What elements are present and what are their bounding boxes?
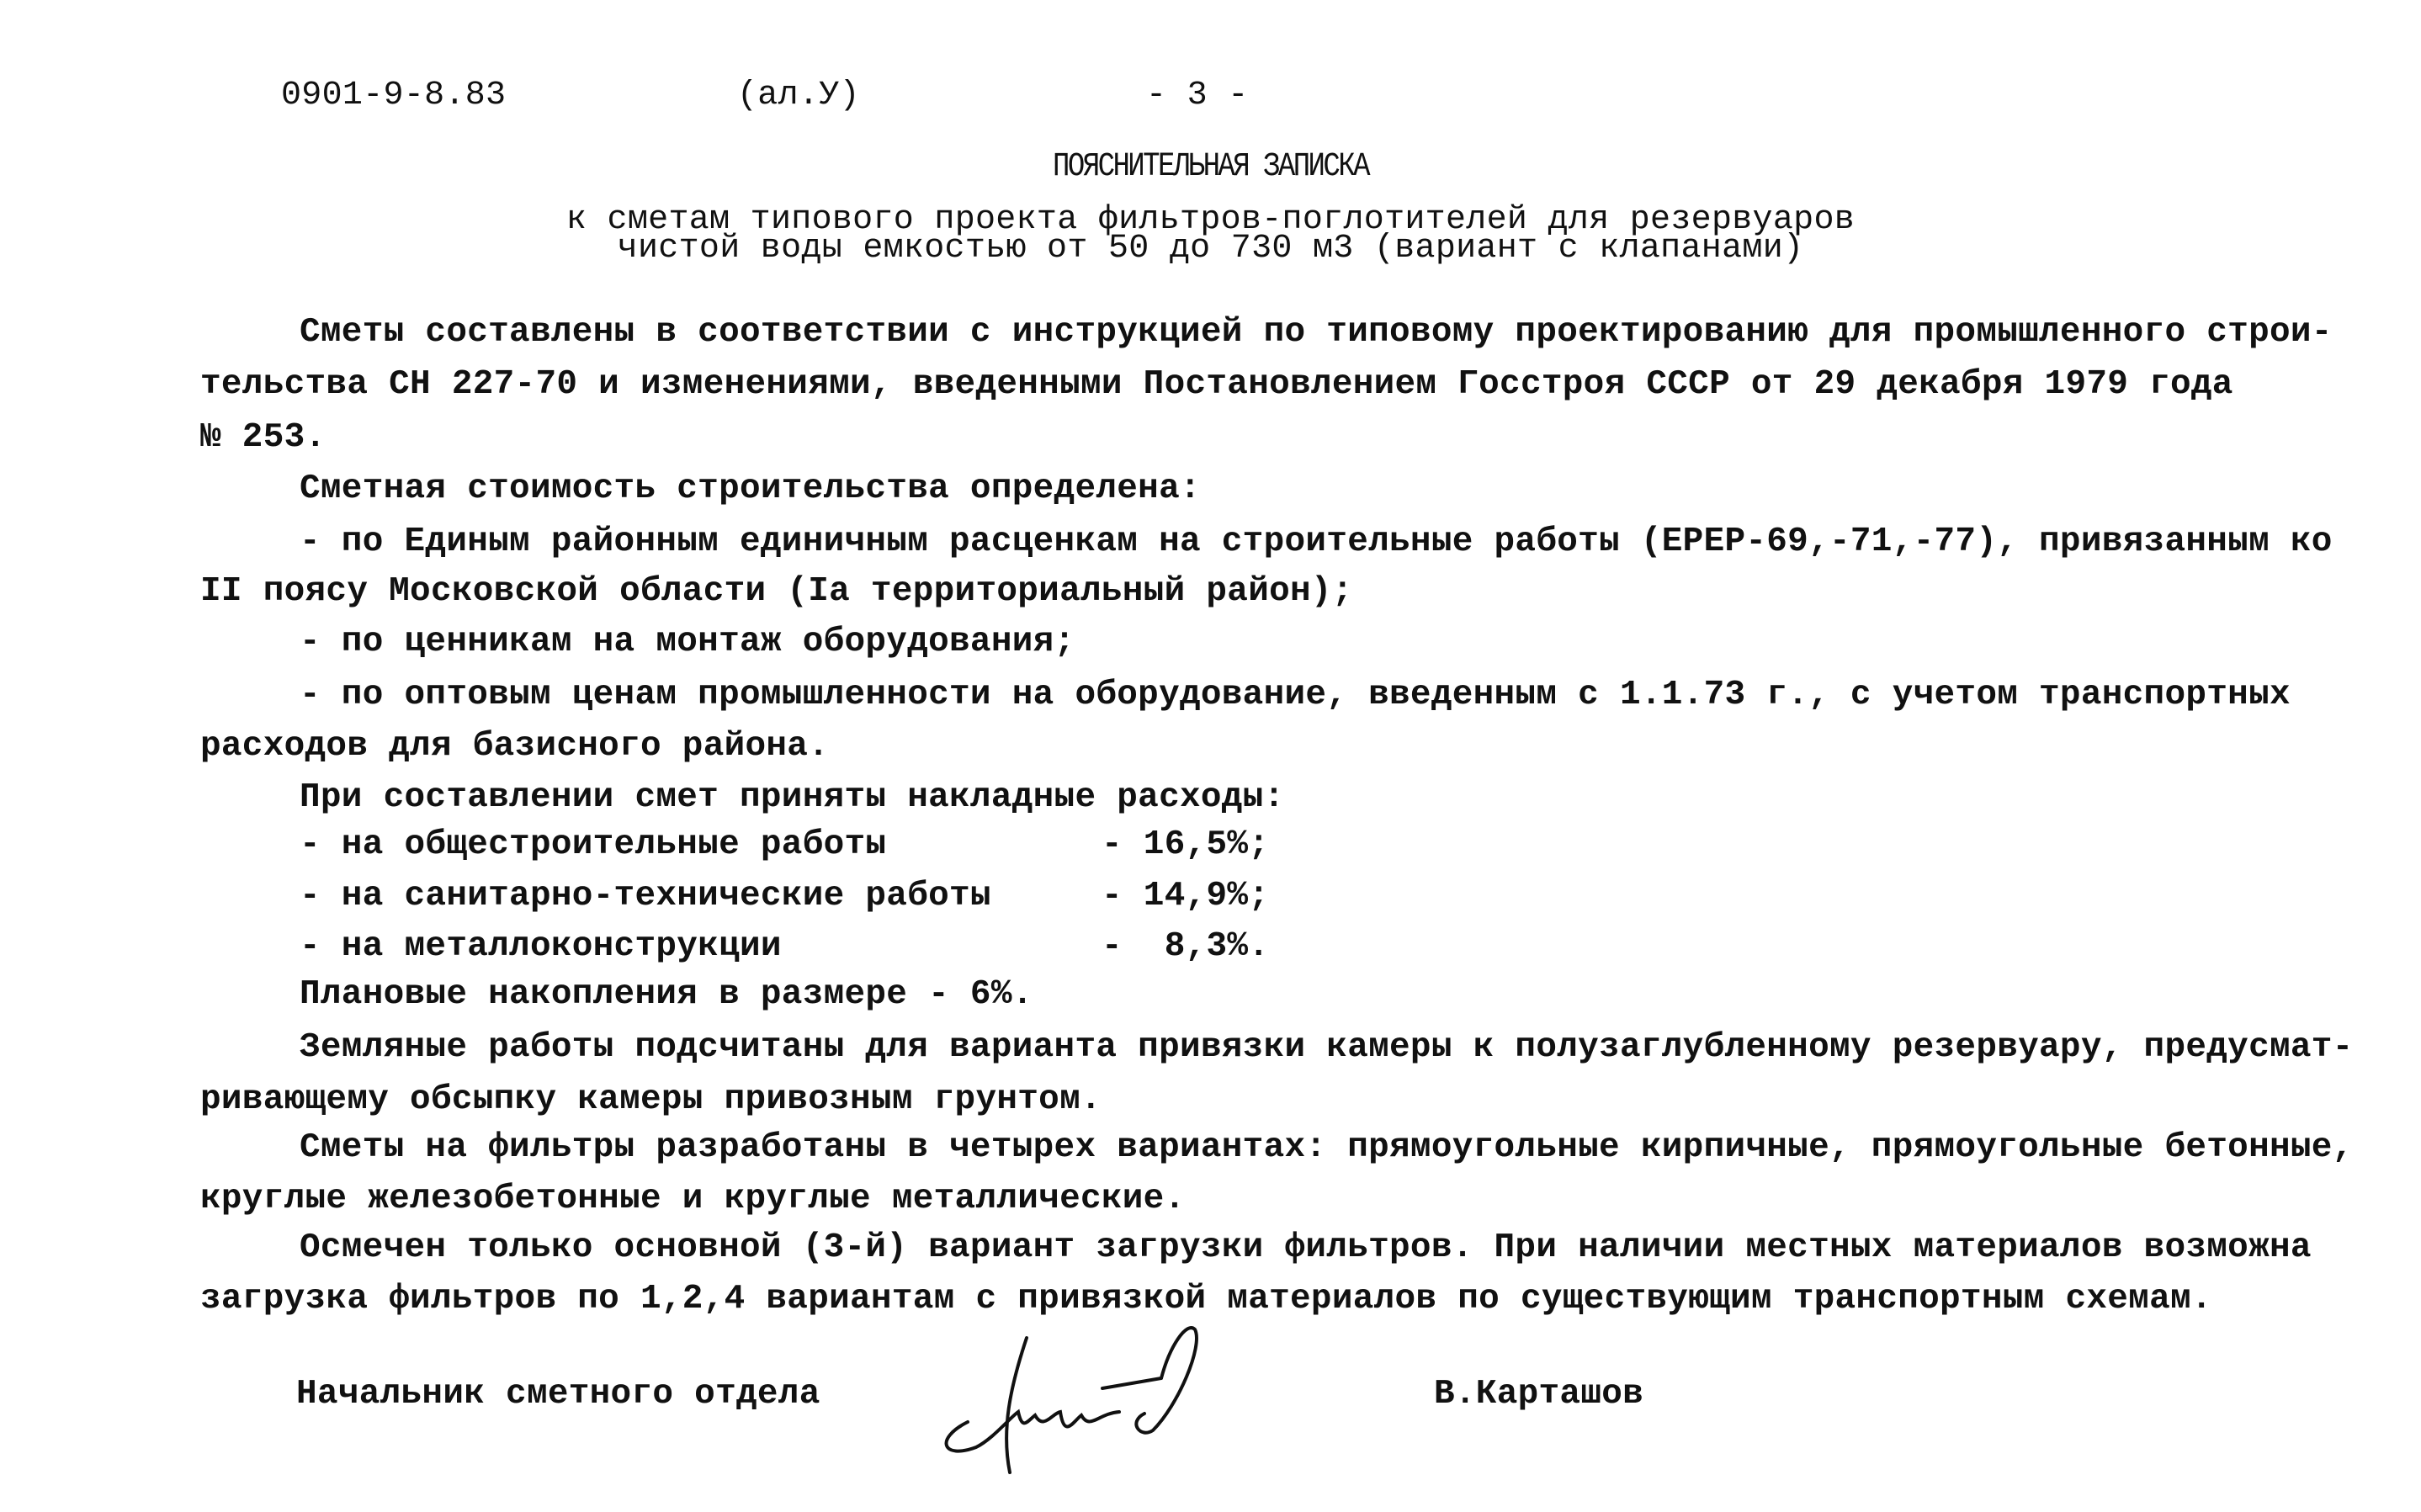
page-number: - 3 - bbox=[1146, 77, 1249, 114]
body-line: тельства СН 227-70 и изменениями, введенными Постановлением Госстроя СССР от 29 декабря 1979 года bbox=[200, 365, 2233, 404]
overhead-label: - на санитарно-технические работы bbox=[300, 877, 991, 915]
signatory-name: В.Карташов bbox=[1434, 1375, 1644, 1414]
subtitle-line: чистой воды емкостью от 50 до 730 м3 (вариант с клапанами) bbox=[617, 230, 1804, 268]
signature-position: Начальник сметного отдела bbox=[296, 1375, 820, 1414]
body-line: II поясу Московской области (Iа территориальный район); bbox=[200, 572, 1353, 611]
album-label: (ал.У) bbox=[737, 77, 860, 114]
body-line: Сметы составлены в соответствии с инструкцией по типовому проектированию для промышленного строи- bbox=[300, 313, 2333, 352]
body-line: загрузка фильтров по 1,2,4 вариантам с привязкой материалов по существующим транспортным схемам. bbox=[200, 1280, 2212, 1318]
overhead-label: - на металлоконструкции bbox=[300, 927, 782, 966]
overhead-value: - 16,5%; bbox=[1102, 825, 1270, 864]
body-line: Земляные работы подсчитаны для варианта привязки камеры к полузаглубленному резервуару, предусмат- bbox=[300, 1028, 2354, 1067]
overhead-label: - на общестроительные работы bbox=[300, 825, 887, 864]
body-line: круглые железобетонные и круглые металлические. bbox=[200, 1180, 1186, 1218]
overhead-value: - 14,9%; bbox=[1102, 877, 1270, 915]
body-line: - по оптовым ценам промышленности на оборудование, введенным с 1.1.73 г., с учетом транспортных bbox=[300, 676, 2291, 714]
body-line: ривающему обсыпку камеры привозным грунтом. bbox=[200, 1080, 1102, 1119]
body-line: - по ценникам на монтаж оборудования; bbox=[300, 623, 1075, 661]
body-line: Сметы на фильтры разработаны в четырех вариантах: прямоугольные кирпичные, прямоугольные бетонные, bbox=[300, 1128, 2354, 1167]
body-line: Плановые накопления в размере - 6%. bbox=[300, 975, 1033, 1014]
body-line: - по Единым районным единичным расценкам на строительные работы (ЕРЕР-69,-71,-77), привязанным ко bbox=[300, 523, 2333, 561]
body-line: Осмечен только основной (3-й) вариант загрузки фильтров. При наличии местных материалов возможна bbox=[300, 1228, 2312, 1267]
handwritten-signature bbox=[917, 1313, 1271, 1481]
body-line: При составлении смет приняты накладные расходы: bbox=[300, 778, 1285, 817]
body-line: № 253. bbox=[200, 418, 327, 457]
body-line: Сметная стоимость строительства определена: bbox=[300, 470, 1201, 508]
doc-code: 0901-9-8.83 bbox=[281, 77, 507, 114]
overhead-value: - 8,3%. bbox=[1102, 927, 1270, 966]
document-title: ПОЯСНИТЕЛЬНАЯ ЗАПИСКА bbox=[1053, 148, 1368, 186]
subtitle-line: к сметам типового проекта фильтров-поглотителей для резервуаров bbox=[565, 201, 1856, 239]
body-line: расходов для базисного района. bbox=[200, 727, 830, 766]
